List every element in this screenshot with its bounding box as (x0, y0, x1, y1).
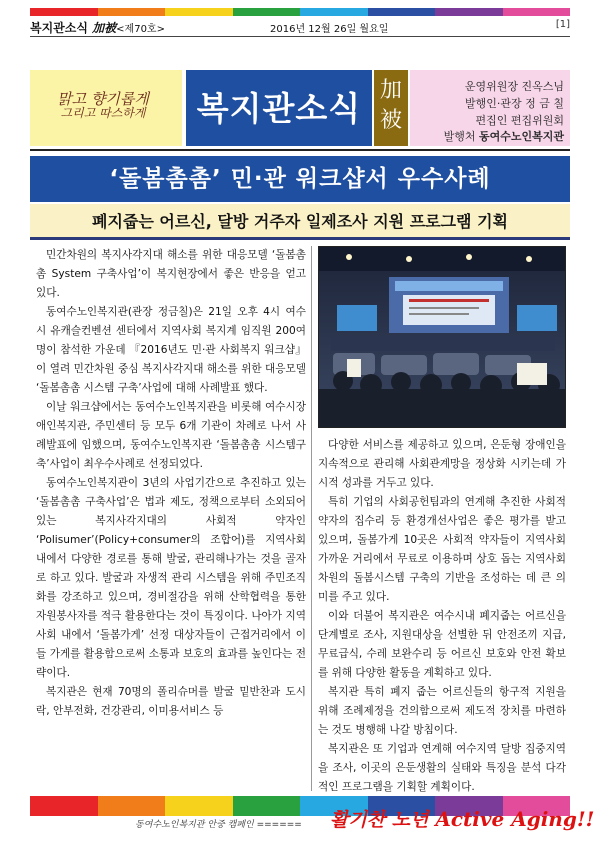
subheadline: 폐지줍는 어르신, 달방 거주자 일제조사 지원 프로그램 기획 (30, 204, 570, 240)
article-left-column (36, 246, 306, 721)
masthead-rule (30, 149, 570, 151)
rainbow-segment (233, 796, 301, 816)
rainbow-segment (435, 8, 503, 16)
article-paragraph: 복지관은 또 기업과 연계해 여수지역 달방 집중지역을 조사, 이곳의 은둔생활의 실태와 특징을 분석 다각적인 프로그램을 기획할 계획이다. (318, 743, 566, 793)
column-divider (311, 246, 312, 791)
rainbow-segment (98, 8, 166, 16)
add-char-box (374, 70, 408, 146)
info-editor: 편집인 편집위원회 (475, 114, 564, 127)
article-paragraph: 특히 기업의 사회공헌팀과의 연계해 추진한 사회적 약자의 집수리 등 환경개선사업은 좋은 평가를 받고 있으며, 돌봄가게 10곳은 사회적 약자들이 지역사회 가까운 거리에서 무료로 이용하며 상호 돕는 지역사회 차원의 돌봄시스템 구축의 기반을 조성하는 데 큰 의미를 주고 있다. (318, 496, 566, 603)
header-rule (30, 36, 570, 37)
article-right-column (318, 436, 566, 797)
issue-date: 2016년 12월 26일 월요일 (270, 24, 389, 35)
newsletter-name-text: 복지관소식 (30, 21, 88, 35)
add-char-2: 被 (379, 108, 402, 133)
page-number: [1] (555, 19, 570, 30)
info-chair: 운영위원장 진옥스님 (464, 80, 564, 93)
workshop-photo (318, 246, 566, 428)
footer-campaign: 동여수노인복지관 안중 캠페인 ====== (135, 820, 302, 830)
rainbow-segment (30, 8, 98, 16)
article-paragraph: 동여수노인복지관이 3년의 사업기간으로 추진하고 있는 ‘돌봄촘촘 구축사업’은 법과 제도, 정책으로부터 소외되어 있는 복지사각지대의 사회적 약자인 ‘Polisumer’(Policy+consumer의 조합어)를 지역사회 내에서 다양한 경로를 통해 발굴, 관리해나가는 것을 골자로 하고 있다. 발굴과 자생적 관리 시스템을 위해 주민조직화를 강조하고 있으며, 경비절감을 위해 산학협력을 통한 자원봉사자를 적극 활용한다는 것이 특징이다. 나아가 지역사회 내에서 ‘돌봄가게’ 선정 대상자들이 근접거리에서 이들 가게를 활용함으로써 소통과 보호의 효과를 높인다는 전략이다. (36, 477, 306, 679)
slogan-line-1: 맑고 향기롭게 (57, 90, 149, 108)
rainbow-segment (30, 796, 98, 816)
info-issuer (444, 128, 564, 144)
slogan-box (30, 70, 182, 146)
footer-slogan-ko: 활기찬 노년 (330, 809, 429, 831)
article-paragraph: 이와 더불어 복지관은 여수시내 폐지줍는 어르신을 단계별로 조사, 지원대상을 선별한 뒤 안전조끼 지급, 무료급식, 수레 보완수리 등 어르신 보호와 안전 확보를 위해 다양한 활동을 계획하고 있다. (318, 610, 566, 679)
article-paragraph: 이날 워크샵에서는 동여수노인복지관을 비롯해 여수시장애인복지관, 주민센터 등 모두 6개 기관이 차례로 나서 사례발표에 임했으며, 동여수노인복지관 ‘돌봄촘촘 시스템구축’사업이 최우수사례로 선정되었다. (36, 401, 306, 470)
add-char-stack (374, 76, 408, 136)
slogan (38, 92, 168, 120)
add-char-1: 加 (379, 78, 402, 103)
top-rainbow-bar (30, 8, 570, 16)
rainbow-segment (165, 796, 233, 816)
newsletter-name (30, 19, 165, 36)
rainbow-segment (233, 8, 301, 16)
article-paragraph: 복지관은 현재 70명의 폴리슈머를 발굴 밑반찬과 도시락, 안부전화, 건강관리, 이미용서비스 등 (36, 686, 306, 717)
issue-number: <제70호> (116, 24, 165, 35)
masthead-title: 복지관소식 (196, 89, 362, 128)
article-paragraph: 다양한 서비스를 제공하고 있으며, 은둔형 장애인을 지속적으로 관리해 사회관계망을 정상화 시키는데 가시적 성과를 거두고 있다. (318, 439, 566, 489)
headline: ‘돌봄촘촘’ 민·관 워크샵서 우수사례 (30, 156, 570, 202)
publisher-info (410, 70, 570, 146)
rainbow-segment (300, 8, 368, 16)
article-paragraph: 민간차원의 복지사각지대 해소를 위한 대응모델 ‘돌봄촘촘 System 구축사업’이 복지현장에서 좋은 반응을 얻고 있다. (36, 249, 306, 299)
rainbow-segment (165, 8, 233, 16)
header-line (30, 19, 570, 35)
info-issuer-name: 동여수노인복지관 (478, 130, 564, 143)
rainbow-segment (368, 8, 436, 16)
info-issuer-prefix: 발행처 (443, 130, 476, 143)
article-paragraph: 동여수노인복지관(관장 정금칠)은 21일 오후 4시 여수시 유캐슬컨벤션 센터에서 지역사회 복지계 임직원 200여명이 참석한 가운데 『2016년도 민·관 사회복지 워크샵』이 열려 민간차원 중심 복지사각지대 해소를 위한 대응모델 ‘돌봄촘촘 시스템 구축’사업에 대해 사례발표 했다. (36, 306, 306, 394)
slogan-line-2: 그리고 따스하게 (60, 106, 146, 120)
rainbow-segment (503, 8, 571, 16)
footer-slogan (330, 805, 594, 832)
footer-slogan-en: Active Aging!! (435, 807, 595, 831)
article-paragraph: 복지관 특히 폐지 줍는 어르신들의 항구적 지원을 위해 조례제정을 건의함으로써 제도적 장치를 마련하는 것도 병행해 나갈 방침이다. (318, 686, 566, 736)
info-publisher: 발행인·관장 정 금 칠 (465, 97, 564, 110)
workshop-photo-illustration (319, 247, 566, 428)
rainbow-segment (98, 796, 166, 816)
add-char-small: 加被 (92, 21, 117, 35)
masthead-title-box (186, 70, 372, 146)
